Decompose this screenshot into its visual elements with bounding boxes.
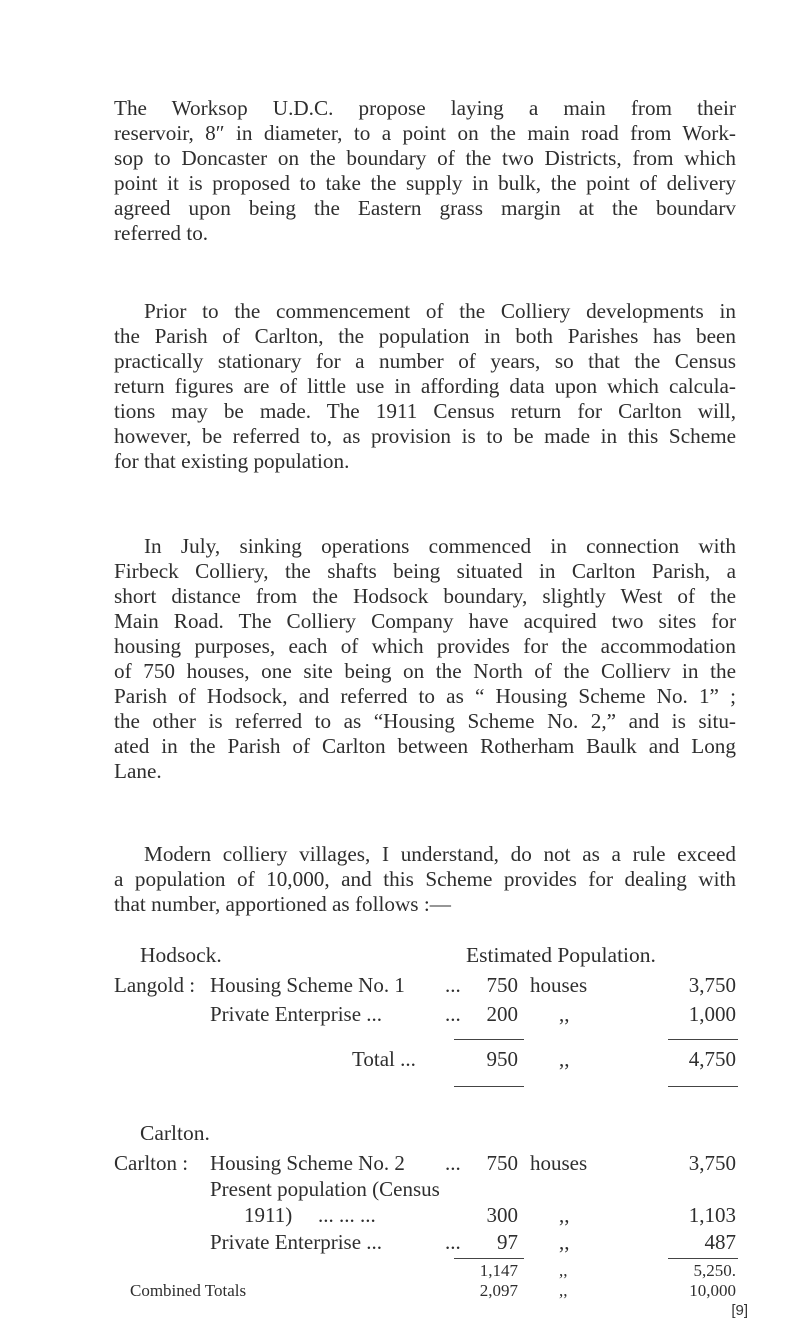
combined-unit: ,, bbox=[559, 1281, 568, 1300]
total-houses: 950 bbox=[486, 1047, 518, 1071]
text-line: Parish of Hodsock, and referred to as “ Housing Scheme No. 1” ; bbox=[114, 684, 736, 708]
paragraph-firbeck-colliery bbox=[114, 534, 736, 784]
text-line: Main Road. The Colliery Company have acquired two sites for bbox=[114, 609, 736, 633]
text-line: referred to. bbox=[114, 221, 209, 245]
text-line: tions may be made. The 1911 Census return for Carlton will, bbox=[114, 399, 736, 423]
combined-population: 10,000 bbox=[689, 1281, 736, 1300]
text-line: that number, apportioned as follows :— bbox=[114, 892, 451, 916]
langold-prefix: Langold : bbox=[114, 973, 196, 997]
text-line: In July, sinking operations commenced in connection with bbox=[144, 534, 736, 558]
text-line: Firbeck Colliery, the shafts being situated in Carlton Parish, a bbox=[114, 559, 736, 583]
row-population: 487 bbox=[704, 1230, 736, 1254]
total-label: Total ... bbox=[352, 1047, 416, 1071]
text-line: Modern colliery villages, I understand, do not as a rule exceed bbox=[144, 842, 736, 866]
total-rule bbox=[454, 1086, 524, 1087]
row-houses: 200 bbox=[486, 1002, 518, 1026]
row-label: Housing Scheme No. 2 bbox=[210, 1151, 405, 1175]
row-dots: ... bbox=[445, 1002, 461, 1026]
row-label: Present population (Census bbox=[210, 1177, 440, 1201]
row-dots: ... ... ... bbox=[318, 1203, 376, 1227]
text-line: practically stationary for a number of years, so that the Census bbox=[114, 349, 736, 373]
paragraph-water-main bbox=[114, 96, 736, 246]
row-houses: 97 bbox=[497, 1230, 518, 1254]
carlton-total-population: 5,250. bbox=[693, 1261, 736, 1280]
text-line: agreed upon being the Eastern grass margin at the boundarv bbox=[114, 196, 736, 220]
subtotal-rule bbox=[454, 1039, 524, 1040]
text-line: short distance from the Hodsock boundary, slightly West of the bbox=[114, 584, 736, 608]
text-line: The Worksop U.D.C. propose laying a main from their bbox=[114, 96, 736, 120]
row-label: Housing Scheme No. 1 bbox=[210, 973, 405, 997]
text-line: however, be referred to, as provision is to be made in this Scheme bbox=[114, 424, 736, 448]
row-label: Private Enterprise ... bbox=[210, 1002, 383, 1026]
text-line: Lane. bbox=[114, 759, 162, 783]
combined-houses: 2,097 bbox=[479, 1281, 518, 1300]
row-unit: ,, bbox=[559, 1203, 570, 1227]
text-line: ated in the Parish of Carlton between Rotherham Baulk and Long bbox=[114, 734, 736, 758]
row-dots: ... bbox=[445, 973, 461, 997]
text-line: return figures are of little use in affording data upon which calcula- bbox=[114, 374, 736, 398]
carlton-heading: Carlton. bbox=[140, 1121, 210, 1145]
carlton-prefix: Carlton : bbox=[114, 1151, 189, 1175]
row-unit: houses bbox=[530, 1151, 588, 1175]
estimated-population-heading: Estimated Population. bbox=[466, 943, 656, 967]
total-population: 4,750 bbox=[688, 1047, 736, 1071]
combined-totals-label: Combined Totals bbox=[130, 1281, 247, 1300]
carlton-total-houses: 1,147 bbox=[479, 1261, 518, 1280]
text-line: of 750 houses, one site being on the North of the Collierv in the bbox=[114, 659, 736, 683]
text-line: the other is referred to as “Housing Scheme No. 2,” and is situ- bbox=[114, 709, 736, 733]
row-unit: houses bbox=[530, 973, 588, 997]
row-population: 3,750 bbox=[688, 1151, 736, 1175]
text-line: Prior to the commencement of the Colliery developments in bbox=[144, 299, 736, 323]
row-label: 1911) bbox=[244, 1203, 293, 1227]
hodsock-heading: Hodsock. bbox=[140, 943, 222, 967]
row-houses: 750 bbox=[486, 1151, 518, 1175]
text-line: housing purposes, each of which provides for the accommodation bbox=[114, 634, 736, 658]
text-line: the Parish of Carlton, the population in both Parishes has been bbox=[114, 324, 736, 348]
row-population: 3,750 bbox=[688, 973, 736, 997]
carlton-total-unit: ,, bbox=[559, 1261, 568, 1280]
row-unit: ,, bbox=[559, 1002, 570, 1026]
row-dots: ... bbox=[445, 1151, 461, 1175]
row-unit: ,, bbox=[559, 1230, 570, 1254]
text-line: sop to Doncaster on the boundary of the two Districts, from which bbox=[114, 146, 736, 170]
row-label: Private Enterprise ... bbox=[210, 1230, 383, 1254]
subtotal-rule bbox=[668, 1039, 738, 1040]
row-houses: 300 bbox=[486, 1203, 518, 1227]
row-dots: ... bbox=[445, 1230, 461, 1254]
paragraph-population bbox=[114, 299, 736, 474]
total-unit: ,, bbox=[559, 1047, 570, 1071]
text-line: a population of 10,000, and this Scheme provides for dealing with bbox=[114, 867, 736, 891]
text-line: reservoir, 8″ in diameter, to a point on the main road from Work- bbox=[114, 121, 736, 145]
total-rule bbox=[668, 1086, 738, 1087]
paragraph-colliery-villages bbox=[114, 842, 736, 917]
page-number: [9] bbox=[731, 1302, 748, 1319]
text-line: point it is proposed to take the supply in bulk, the point of delivery bbox=[114, 171, 736, 195]
text-line: for that existing population. bbox=[114, 449, 350, 473]
row-population: 1,103 bbox=[688, 1203, 736, 1227]
row-houses: 750 bbox=[486, 973, 518, 997]
row-population: 1,000 bbox=[688, 1002, 736, 1026]
